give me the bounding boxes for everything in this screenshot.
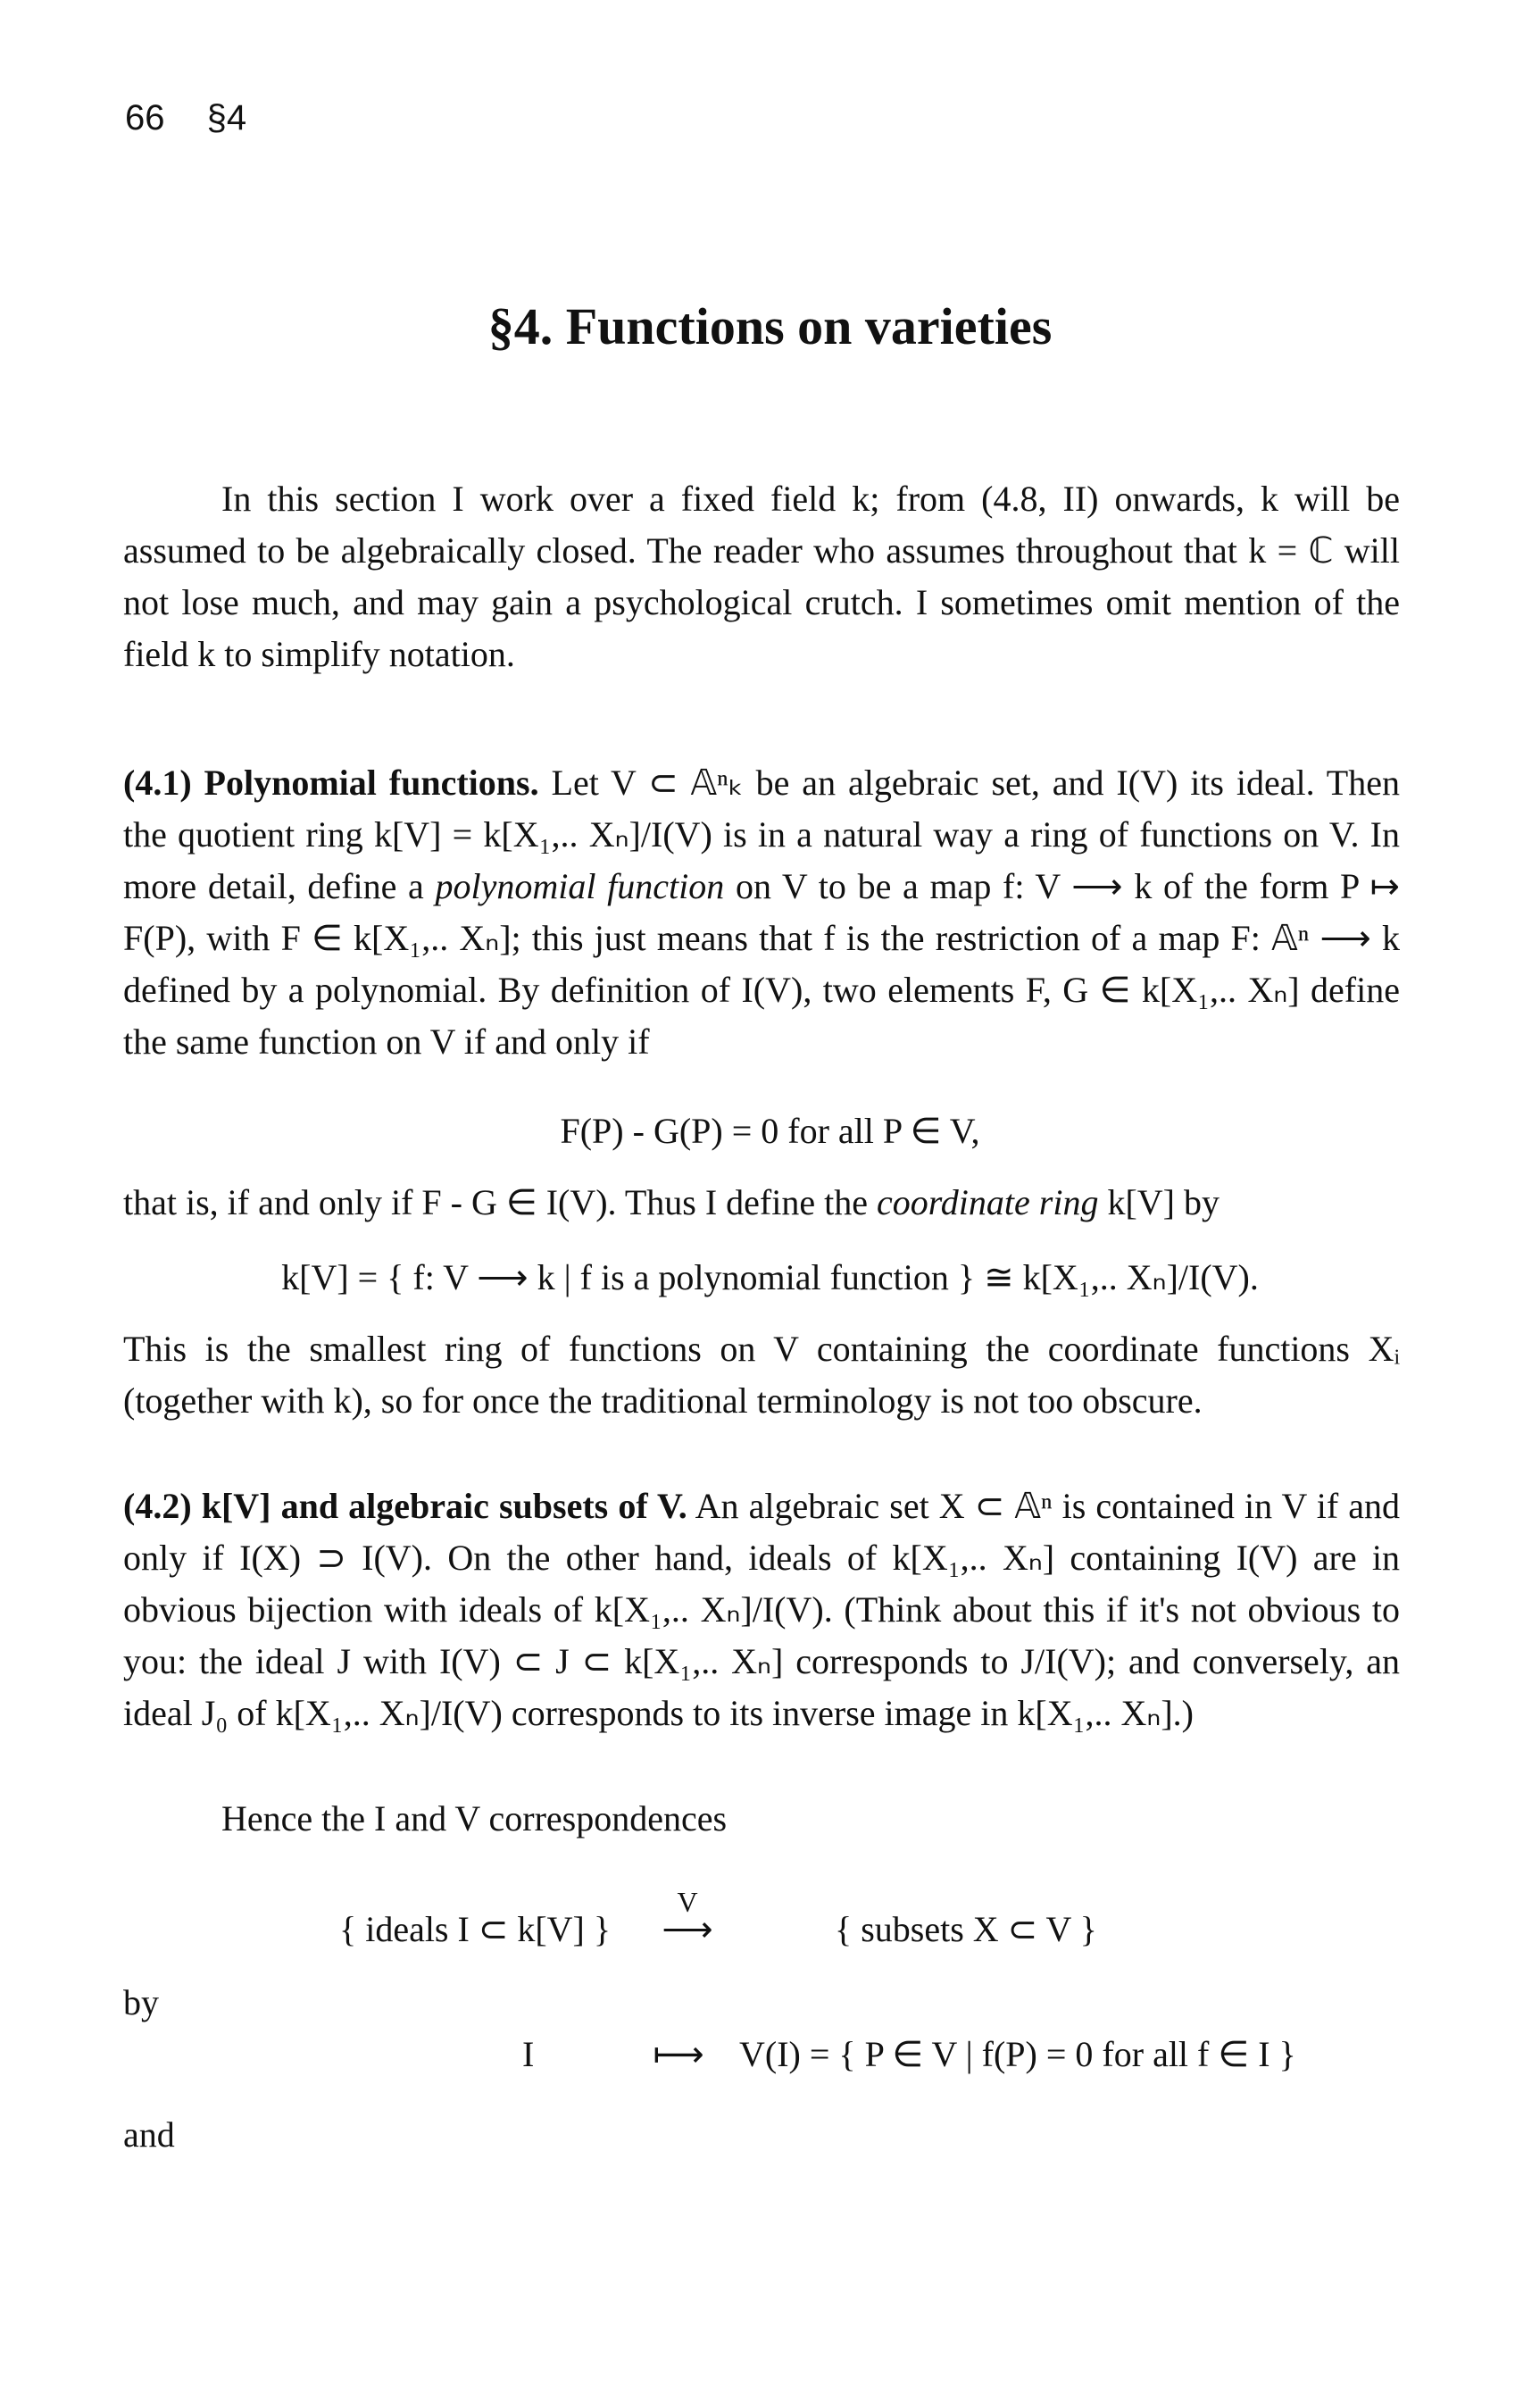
display-equation-2: k[V] = { f: V ⟶ k | f is a polynomial function } ≅ k[X₁,.. Xₙ]/I(V). <box>281 1257 1259 1297</box>
text-4-1a: Let V ⊂ 𝔸ⁿₖ be an algebraic set, and I(V) its ideal. Then the quotient ring k[V] = k[X₁,.. Xₙ]/I(V) is in a natural way a ring of functions on V. In more detail, define a <box>123 763 1400 906</box>
paragraph-4-2 <box>123 1480 1400 1739</box>
map-arrow: ⟶ <box>662 1909 713 1949</box>
section-title: §4. Functions on varieties <box>487 297 1053 355</box>
intro-paragraph: In this section I work over a fixed field k; from (4.8, II) onwards, k will be assumed to be algebraically closed. The reader who assumes throughout that k = ℂ will not lose much, and may gain a psychological crutch. I sometimes omit mention of the field k to simplify notation. <box>123 479 1400 674</box>
map-arrow-label: V <box>677 1886 698 1918</box>
map-right: { subsets X ⊂ V } <box>835 1909 1097 1949</box>
text-4-1c <box>123 1177 1400 1229</box>
map2-left: I <box>522 2034 535 2074</box>
text-4-1c-b: k[V] by <box>1098 1182 1220 1222</box>
header-section: §4 <box>206 98 247 138</box>
and-label: and <box>123 2114 175 2155</box>
running-header <box>125 98 279 138</box>
text-4-1e: This is the smallest ring of functions on V containing the coordinate functions Xᵢ (together with k), so for once the traditional terminology is not too obscure. <box>123 1329 1400 1421</box>
term-coordinate-ring: coordinate ring <box>876 1182 1099 1222</box>
display-equation-1: F(P) - G(P) = 0 for all P ∈ V, <box>560 1111 980 1151</box>
text-4-2b: Hence the I and V correspondences <box>221 1798 728 1839</box>
map2-arrow: ⟼ <box>653 2034 704 2074</box>
map-left: { ideals I ⊂ k[V] } <box>339 1909 612 1949</box>
text-4-2a: An algebraic set X ⊂ 𝔸ⁿ is contained in V if and only if I(X) ⊃ I(V). On the other hand, ideals of k[X₁,.. Xₙ] containing I(V) are in obvious bijection with ideals of k[X₁,.. Xₙ]/I(V). (Think about this if it's not obvious to you: the ideal J with I(V) ⊂ J ⊂ k[X₁,.. Xₙ] corresponds to J/I(V); and conversely, an ideal J₀ of k[X₁,.. Xₙ]/I(V) corresponds to its inverse image in k[X₁,.. Xₙ].) <box>123 1486 1400 1733</box>
term-polynomial-function: polynomial function <box>435 866 725 906</box>
heading-4-1: (4.1) Polynomial functions. <box>123 763 539 803</box>
by-label: by <box>123 1982 159 2022</box>
text-4-1b: on V to be a map f: V ⟶ k of the form P ↦ F(P), with F ∈ k[X₁,.. Xₙ]; this just means that f is the restriction of a map F: 𝔸ⁿ ⟶ k defined by a polynomial. By definition of I(V), two elements F, G ∈ k[X₁,.. Xₙ] define the same function on V if and only if <box>123 866 1400 1062</box>
text-4-1c-a: that is, if and only if F - G ∈ I(V). Thus I define the <box>123 1182 877 1222</box>
map2-right: V(I) = { P ∈ V | f(P) = 0 for all f ∈ I } <box>739 2034 1296 2074</box>
paragraph-4-1 <box>123 757 1400 1068</box>
page-number: 66 <box>125 98 165 138</box>
heading-4-2: (4.2) k[V] and algebraic subsets of V. <box>123 1486 687 1526</box>
